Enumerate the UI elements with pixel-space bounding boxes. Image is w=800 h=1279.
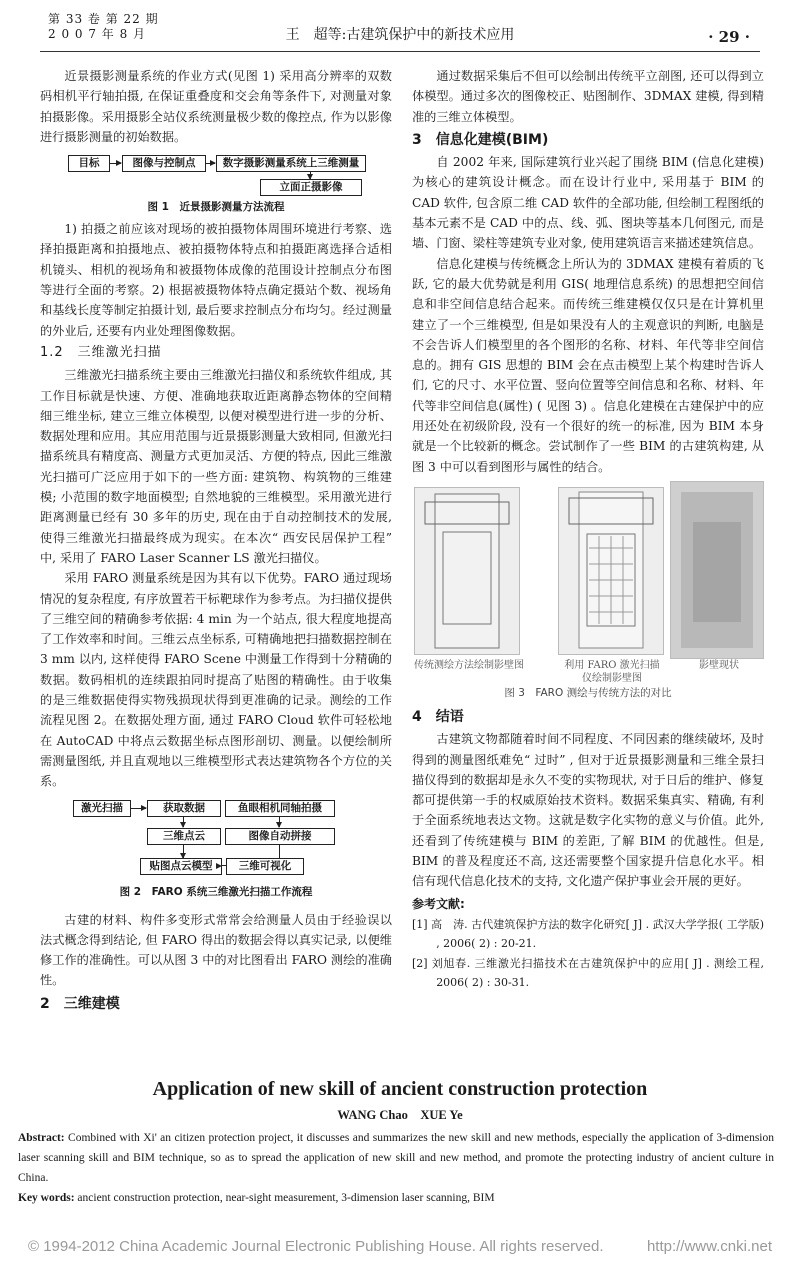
section-heading-2: 2 三维建模: [40, 995, 120, 1012]
flow-arrow: [130, 808, 146, 809]
traditional-drawing-image: [414, 487, 520, 655]
page-header: [0, 0, 800, 56]
english-abstract-block: [18, 1128, 774, 1208]
section-heading-4: 4 结语: [412, 708, 464, 725]
flow-box-target: 目标: [68, 155, 110, 172]
flow-arrow-down: [183, 817, 184, 827]
date-text: 2 0 0 7 年 8 月: [48, 27, 147, 41]
footer-url: http://www.cnki.net: [646, 1238, 772, 1255]
flow-box-fisheye: 鱼眼相机同轴拍摄: [225, 800, 335, 817]
paragraph: 通过数据采集后不但可以绘制出传统平立剖图, 还可以得到立体模型。通过多次的图像校正、贴图制作、3DMAX 建模, 得到精准的三维立体模型。: [412, 69, 764, 124]
flow-box-visualization: 三维可视化: [226, 858, 304, 875]
flow-arrow: [109, 163, 121, 164]
faro-drawing-image: [558, 487, 664, 655]
references-title: 参考文献:: [412, 896, 465, 911]
flow-box-image-stitch: 图像自动拼接: [225, 828, 335, 845]
figure-1-caption: 图 1 近景摄影测量方法流程: [147, 201, 285, 214]
flow-box-orthophoto: 立面正摄影像: [260, 179, 362, 196]
volume-text: 第 33 卷 第 22 期: [48, 12, 159, 26]
flow-box-get-data: 获取数据: [147, 800, 221, 817]
paragraph: 古建的材料、构件多变形式常常会给测量人员由于经验误以法式概念得到结论, 但 FARO 得出的数据会得以真实记录, 以便维修工作的准确性。可以从图 3 中的对比图看出 FARO 测绘的准确性。: [40, 912, 392, 988]
page-number: · 29 ·: [708, 28, 750, 46]
paragraph: 自 2002 年来, 国际建筑行业兴起了围绕 BIM (信息化建模) 为核心的建筑设计概念。而在设计行业中, 采用基于 BIM 的 CAD 软件, 包含原二维 CAD 软件的全部功能, 但绘制工程图纸的基本元素不是 CAD 中的点、线、弧、图块等基本几何图元, 而是墙、门窗、梁柱等建筑专业对象, 使用建筑语言来描述建筑信息。: [412, 155, 764, 251]
paragraph: 采用 FARO 测量系统是因为其有以下优势。FARO 通过现场情况的复杂程度, 有序放置若干标靶球作为参考点。为扫描仪提供了三维空间的精确参考依据: 4 min 为一个站点, 很大程度地提高了工作效率和时间。三维云点坐标系, 可精确地把扫描数据控制在 3 mm 以内, 这样使得 FARO Scene 中测量工作得到十分精确的数据。数码相机的连续跟拍同时提高了贴图的精确性。由于收集的是三维数据使得实物残损现状得到更准确的记录。测绘的工作流程见图 2。在数据处理方面, 通过 FARO Cloud 软件可轻松地在 AutoCAD 中将点云数据坐标点图形剖切、测量。以便绘制所需测量图纸, 并且直观地以三维模型形式表达建筑物各个方位的关系。: [40, 571, 392, 789]
keywords-text: ancient construction protection, near-sight measurement, 3-dimension laser scanning, BIM: [74, 1192, 495, 1204]
wall-photo-image: [670, 481, 764, 659]
header-rule: [40, 51, 760, 52]
wall-photo-icon: [671, 482, 763, 658]
english-title: Application of new skill of ancient construction protection: [152, 1078, 648, 1100]
paragraph: 信息化建模与传统概念上所认为的 3DMAX 建模有着质的飞跃, 它的最大优势就是利用 GIS( 地理信息系统) 的思想把空间信息和非空间信息结合起来。而传统三维建模仅仅只是在计算机里建立了一个三维模型, 但是如果没有人的主观意识的判断, 电脑是不会告诉人们模型里的各个图形的名称、材料、年代等非空间信息的。拥有 GIS 思想的 BIM 会在点击模型上某个构建时告诉人们, 它的尺寸、水平位置、竖向位置等空间信息和名称、材料、年代等非空间信息(属性) ( 见图 3) 。信息化建模在古建保护中的应用还处在初级阶段, 没有一个很好的统一的标准, 因为 BIM 本身就是一个比较新的概念。尝试制作了一些 BIM 的古建筑构建, 从图 3 中可以看到图形与属性的结合。: [412, 256, 764, 474]
keywords-paragraph: [18, 1188, 774, 1208]
abstract-paragraph: [18, 1128, 774, 1188]
keywords-label: Key words:: [18, 1192, 75, 1204]
running-title: 王 超等:古建筑保护中的新技术应用: [285, 27, 515, 43]
figure-2: [40, 796, 392, 906]
section-heading-1-2: 1.2 三维激光扫描: [40, 344, 162, 360]
flow-arrow: [205, 163, 215, 164]
english-authors: WANG Chao XUE Ye: [337, 1108, 463, 1122]
reference-item: [1] 高 涛. 古代建筑保护方法的数字化研究[ J] . 武汉大学学报( 工学版) , 2006( 2) : 20-21.: [412, 917, 764, 950]
figure-3-label-1: 传统测绘方法绘制影壁图: [414, 659, 524, 671]
paragraph: 1) 拍摄之前应该对现场的被拍摄物体周围环境进行考察、选择拍摄距离和拍摄地点、被拍摄物体特点和拍摄距离选择合适相机镜头、相机的视场角和被摄物体成像的范围设计控制点分布图等进行全面的考察。2) 根据被摄物体特点确定摄站个数、视场角和基线长度等制定拍摄计划, 最后要求控制点分布均匀。经过测量的外业后, 还要有内业处理图像数据。: [40, 222, 392, 338]
flow-arrow-down: [310, 172, 311, 179]
flow-box-3d-measure: 数字摄影测量系统上三维测量: [216, 155, 366, 172]
right-column: [412, 66, 764, 993]
flow-box-point-cloud: 三维点云: [147, 828, 221, 845]
flow-box-image-control: 图像与控制点: [122, 155, 206, 172]
copyright-text: © 1994-2012 China Academic Journal Electronic Publishing House. All rights reserved.: [28, 1238, 604, 1255]
figure-3-label-3: 影壁现状: [699, 659, 739, 671]
flow-arrow-down: [183, 845, 184, 858]
section-heading-3: 3 信息化建模(BIM): [412, 131, 549, 148]
screen-wall-drawing-icon: [415, 488, 519, 654]
reference-item: [2] 刘旭春. 三维激光扫描技术在古建筑保护中的应用[ J] . 测绘工程, 2006( 2) : 30-31.: [412, 956, 764, 989]
flow-box-laser-scan: 激光扫描: [73, 800, 131, 817]
abstract-label: Abstract:: [18, 1132, 65, 1144]
abstract-text: Combined with Xi' an citizen protection project, it discusses and summarizes the new skill and new methods, especially the application of 3-dimension laser scanning skill and BIM technique, so as to spread the application of new skill and new method, and promote the protecting industry of ancient culture in China.: [18, 1132, 774, 1184]
left-column: [40, 66, 392, 1016]
figure-1: [40, 151, 392, 215]
paragraph: 三维激光扫描系统主要由三维激光扫描仪和系统软件组成, 其工作目标就是快速、方便、准确地获取近距离静态物体的空间精细三维坐标, 建立三维立体模型, 以便对模型进行进一步的分析、数据处理和应用。其应用范围与近景摄影测量大致相同, 但激光扫描系统具有精度高、测量方式更加灵活、方便的特点, 因此三维激光扫描可广泛应用于如下的一些方面: 建筑物、构筑物的三维建模; 小范围的数字地面模型; 自然地貌的三维模型。采用激光进行距离测量已经有 30 多年的历史, 现在由于自动控制技术的发展, 使得三维激光扫描最终成为现实。在本次“ 西安民居保护工程” 中, 采用了 FARO Laser Scanner LS 激光扫描仪。: [40, 368, 392, 565]
figure-3-label-2: 利用 FARO 激光扫描仪绘制影壁图: [564, 659, 660, 684]
figure-3-caption: 图 3 FARO 测绘与传统方法的对比: [504, 686, 672, 699]
faro-wall-drawing-icon: [559, 488, 663, 654]
paragraph: 近景摄影测量系统的作业方式(见图 1) 采用高分辨率的双数码相机平行轴拍摄, 在保证重叠度和交会角等条件下, 对测量对象拍摄影像。采用摄影全站仪系统测量极少数的像控点, 作为以影像进行摄影测量的初始数据。: [40, 69, 392, 144]
paragraph: 古建筑文物都随着时间不同程度、不同因素的继续破坏, 及时得到的测量图纸难免“ 过时” , 但对于近景摄影测量和三维全景扫描仪得到的数据却是永久不变的实物现状, 对于日后的维护、修复都可提供第一手的权威原始技术资料。数据采集真实、精确, 有利于全面系统地表达文物。这就是数字化实物的意义与价值。此外, 还看到了传统建模与 BIM 的差距, 了解 BIM 的优越性。但是, BIM 的普及程度还不高, 这还需要整个国家提升信息化水平。相信有现代信息化技术的支持, 文化遗产保护事业会开展的更好。: [412, 732, 764, 889]
figure-3: [412, 481, 764, 703]
figure-2-caption: 图 2 FARO 系统三维激光扫描工作流程: [119, 885, 313, 898]
flow-box-textured-model: 贴图点云模型: [140, 858, 222, 875]
flow-arrow-down: [279, 817, 280, 827]
